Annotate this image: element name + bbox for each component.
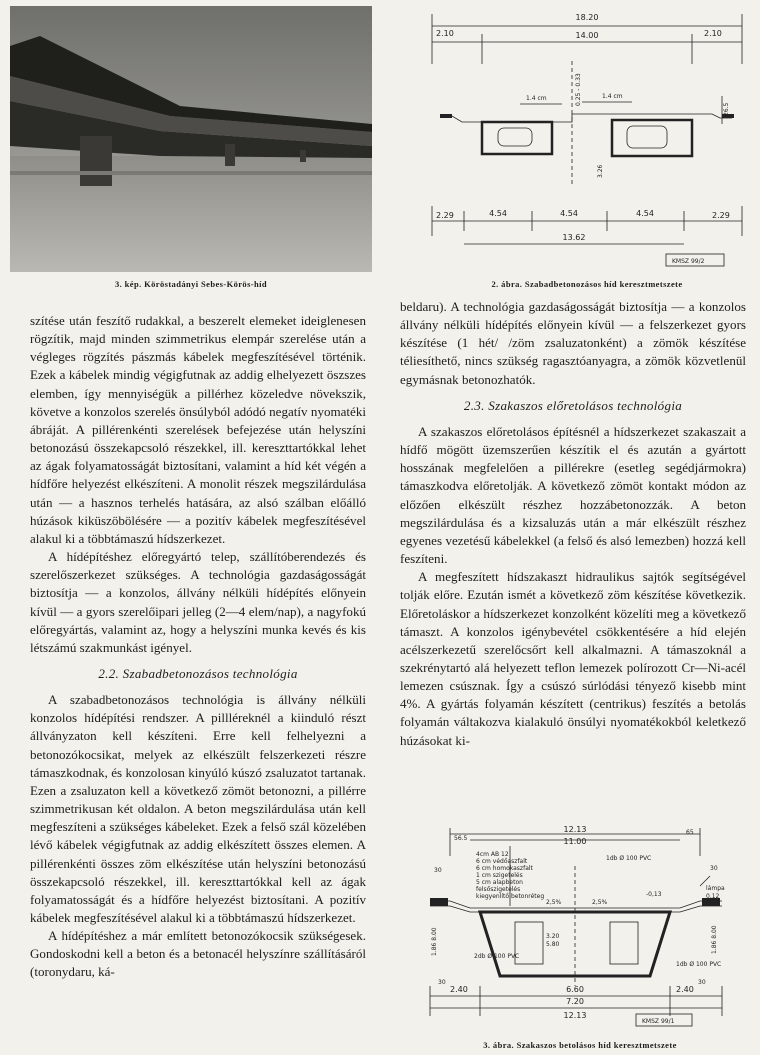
- fig3-web-l: 30: [438, 979, 446, 986]
- fig3-layer-1: 4cm AB 12: [476, 851, 509, 858]
- fig3-inner-h1: 3.20: [546, 933, 560, 940]
- figure-3-drawing: [410, 826, 750, 1034]
- left-column: [30, 312, 366, 982]
- fig2-left-top: 2.10: [436, 29, 454, 38]
- fig3-lampa: lámpa: [706, 885, 725, 892]
- fig2-b2: 4.54: [560, 209, 578, 218]
- fig3-v2: 0,12: [706, 893, 720, 900]
- figure-2-drawing: [422, 6, 752, 272]
- fig3-b-mid2: 7.20: [566, 997, 584, 1006]
- fig2-b-total: 13.62: [562, 233, 586, 242]
- fig3-left-56: 56.5: [454, 835, 468, 842]
- fig2-overall: 18.20: [575, 13, 599, 22]
- fig3-side-r: 1.86 8.00: [711, 925, 718, 954]
- fig2-right-top: 2.10: [704, 29, 722, 38]
- fig3-pvc-top: 1db Ø 100 PVC: [606, 855, 652, 862]
- bridge-photo: [10, 6, 372, 272]
- right-paragraph-2: A szakaszos előretolásos építésnél a hídszerkezet szakaszait a hídfő mögött üzemszerűen készítik el és azután a gyártott hosszának megfelelően a pillérekre (esetleg segédjármokra) támaszkodva előretolják. A következő zömöt kontakt módon az előzően elkészült részhez hozzábetonozzák. A beton megszilárdulása és a kizsaluzás után a már elkészült részhez egyenes vezetésű kábelekkel (a felső és alsó lemezben) hozzá kell feszíteni.: [400, 423, 746, 567]
- fig2-slope: 0.25 - 0.33: [575, 73, 582, 106]
- fig3-layer-7: kiegyenlítő betonréteg: [476, 893, 545, 900]
- fig3-layer-3: 6 cm homokaszfalt: [476, 865, 533, 872]
- left-paragraph-1: szítése után feszítő rudakkal, a beszerelt elemeket ideiglenesen rögzítik, majd minden szimmetrikus elempár szerelése után a végleges rögzítés pászmás kábelek megfeszítésével történik. Ezek a kábelek mindig végigfutnak az addig elhelyezett öszszes elemben, így mennyiségük a pillérhez közeledve növekszik, követve a konzolos szerelés önsúlyból adódó negatív nyomatéki ábráját. A pillérenkénti szerelések befejezése után helyszíni betonozású összekapcsoló részekkel, ill. kereszttartókkal lehet az ágak folyamatosságát biztosítani, valamint a híd két végén a hídfőre helyezést elkészíteni. A monolit részek megszilárdulása után — a hasznos terhelés hatására, az alsó szálban előálló húzások kiküszöbölésére — a pozitív kábelek megfeszítésével alakul ki a többtámaszú hídszerkezet.: [30, 313, 366, 546]
- fig3-b-r: 2.40: [676, 985, 694, 994]
- figure-3-caption: 3. ábra. Szakaszos betolásos híd keresztmetszete: [483, 1040, 677, 1050]
- fig3-web-r: 30: [698, 979, 706, 986]
- figure-3: [410, 826, 750, 1034]
- fig2-pct-left: 1.4 cm: [526, 95, 547, 102]
- fig3-b-total: 12.13: [563, 1011, 587, 1020]
- photo-caption: 3. kép. Köröstadányi Sebes-Körös-híd: [114, 279, 268, 289]
- fig3-left-30: 30: [434, 867, 442, 874]
- section-heading-2-3: 2.3. Szakaszos előretolásos technológia: [463, 397, 683, 413]
- left-paragraph-2: A hídépítéshez előregyártó telep, szállítóberendezés és szerelőszerkezet szükséges. A technológia gazdaságosságát biztosítja — a konzolos, állvány nélküli hídépítés előnyein kívül — a gyors szerelőipari jelleg (2—4 elem/nap), a nagyfokú előregyártás, valamint az, hogy a helyszíni munka kevés és kis létszámú szakmunkást igényel.: [30, 549, 366, 655]
- fig3-b-mid1: 6.60: [566, 985, 584, 994]
- fig2-b1: 4.54: [489, 209, 507, 218]
- fig3-slope-r: 2,5%: [592, 899, 608, 906]
- fig3-inner: 11.00: [563, 837, 587, 846]
- fig2-stamp: KMSZ 99/2: [672, 258, 705, 265]
- fig3-slope-l: 2,5%: [546, 899, 562, 906]
- fig2-inner: 14.00: [575, 31, 599, 40]
- fig3-layer-5: 5 cm alapbeton: [476, 879, 523, 886]
- fig2-height: 26.5: [723, 102, 730, 116]
- fig2-b-right-edge: 2.29: [712, 211, 730, 220]
- fig3-stamp: KMSZ 99/1: [642, 1018, 675, 1025]
- fig3-side-l: 1.86 8.00: [431, 927, 438, 956]
- fig3-pvc-right: 1db Ø 100 PVC: [676, 961, 722, 968]
- figure-2: [422, 6, 752, 272]
- fig3-layer-4: 1 cm szigetelés: [476, 872, 523, 879]
- fig3-v1: -0,13: [646, 891, 662, 898]
- left-paragraph-4: A hídépítéshez a már említett betonozókocsik szükségesek. Gondoskodni kell a beton és a betonacél helyszínre szállításáról (toronydaru, ká-: [30, 928, 366, 980]
- section-heading-2-2: 2.2. Szabadbetonozásos technológia: [98, 665, 298, 681]
- right-column: [400, 298, 746, 750]
- right-paragraph-3: A megfeszített hídszakaszt hidraulikus sajtók segítségével tolják előre. Ezután ismét a következő zöm készítése következik. Előretoláskor a hídszerkezet konzolként közelíti meg a következő támaszt. A konzolos igénybevétel csökkentésére a híd elején acélszerkezetű szerelőcsőrt kell alkalmazni. A támaszoknál a szekrénytartó alá helyezett teflon lemezek polírozott Cr—Ni-acél lemezen csúsznak. Így a csúszó súrlódási tényező kisebb mint 4%. A gyártás folyamán készített (centrikus) feszítés a betolás folyamán váltakozva kialakuló önsúlyi nyomatékokból keletkező húzásokat ki-: [400, 569, 746, 748]
- figure-2-caption: 2. ábra. Szabadbetonozásos híd keresztmetszete: [491, 279, 683, 289]
- fig2-pct-right: 1.4 cm: [602, 93, 623, 100]
- fig3-right-65: 65: [686, 829, 694, 836]
- fig3-pvc-left: 2db Ø 100 PVC: [474, 953, 520, 960]
- fig3-right-30: 30: [710, 865, 718, 872]
- fig3-layer-2: 6 cm védőaszfalt: [476, 858, 528, 865]
- fig2-small: 3.26: [597, 164, 604, 178]
- fig2-b-left-edge: 2.29: [436, 211, 454, 220]
- bridge-photo-image: [10, 6, 372, 272]
- fig3-inner-h2: 5.80: [546, 941, 560, 948]
- fig3-overall: 12.13: [563, 826, 587, 834]
- left-paragraph-3: A szabadbetonozásos technológia is állvány nélküli konzolos hídépítési rendszer. A pillléreknél a kiinduló részt állványzaton kell készíteni. Erre kell felhelyezni a betonozókocsikat, melyek az elkészült felszerkezeti részre támaszkodnak, és konzolosan kinyúló kúszó zsaluzatot tartanak. Ezen a zsaluzaton kell a következő zömöt betonozni, a pillérre szimmetrikusan két oldalon. A beton megszilárdulása után kell megfeszíteni a szükséges kábeleket. Ezek a felső szál közelében lévő kábelek végigfutnak az addig elkészített összes elemen. A pillérenkénti összes zöm elkészítése után helyszíni betonozású összekapcsoló részekkel, ill. kereszttartókkal kell az ágak folyamatosságát és a hídfőre helyezést biztosítani. A pozitív kábelek megfeszítésével alakul ki a többtámaszú hídszerkezet.: [30, 692, 366, 925]
- fig3-b-l: 2.40: [450, 985, 468, 994]
- fig3-layer-6: felsőszigetelés: [476, 886, 521, 893]
- right-paragraph-1: beldaru). A technológia gazdaságosságát biztosítja — a konzolos állvány nélküli hídépítés előnyein kívül — a felszerkezet gyors készítése (1 hét/ /zöm zsaluzatonként) a zömök készítése téliesíthető, nincs szükség ragasztóanyagra, a zömök közvetlenül egymásnak betonozhatók.: [400, 299, 746, 387]
- fig2-b3: 4.54: [636, 209, 654, 218]
